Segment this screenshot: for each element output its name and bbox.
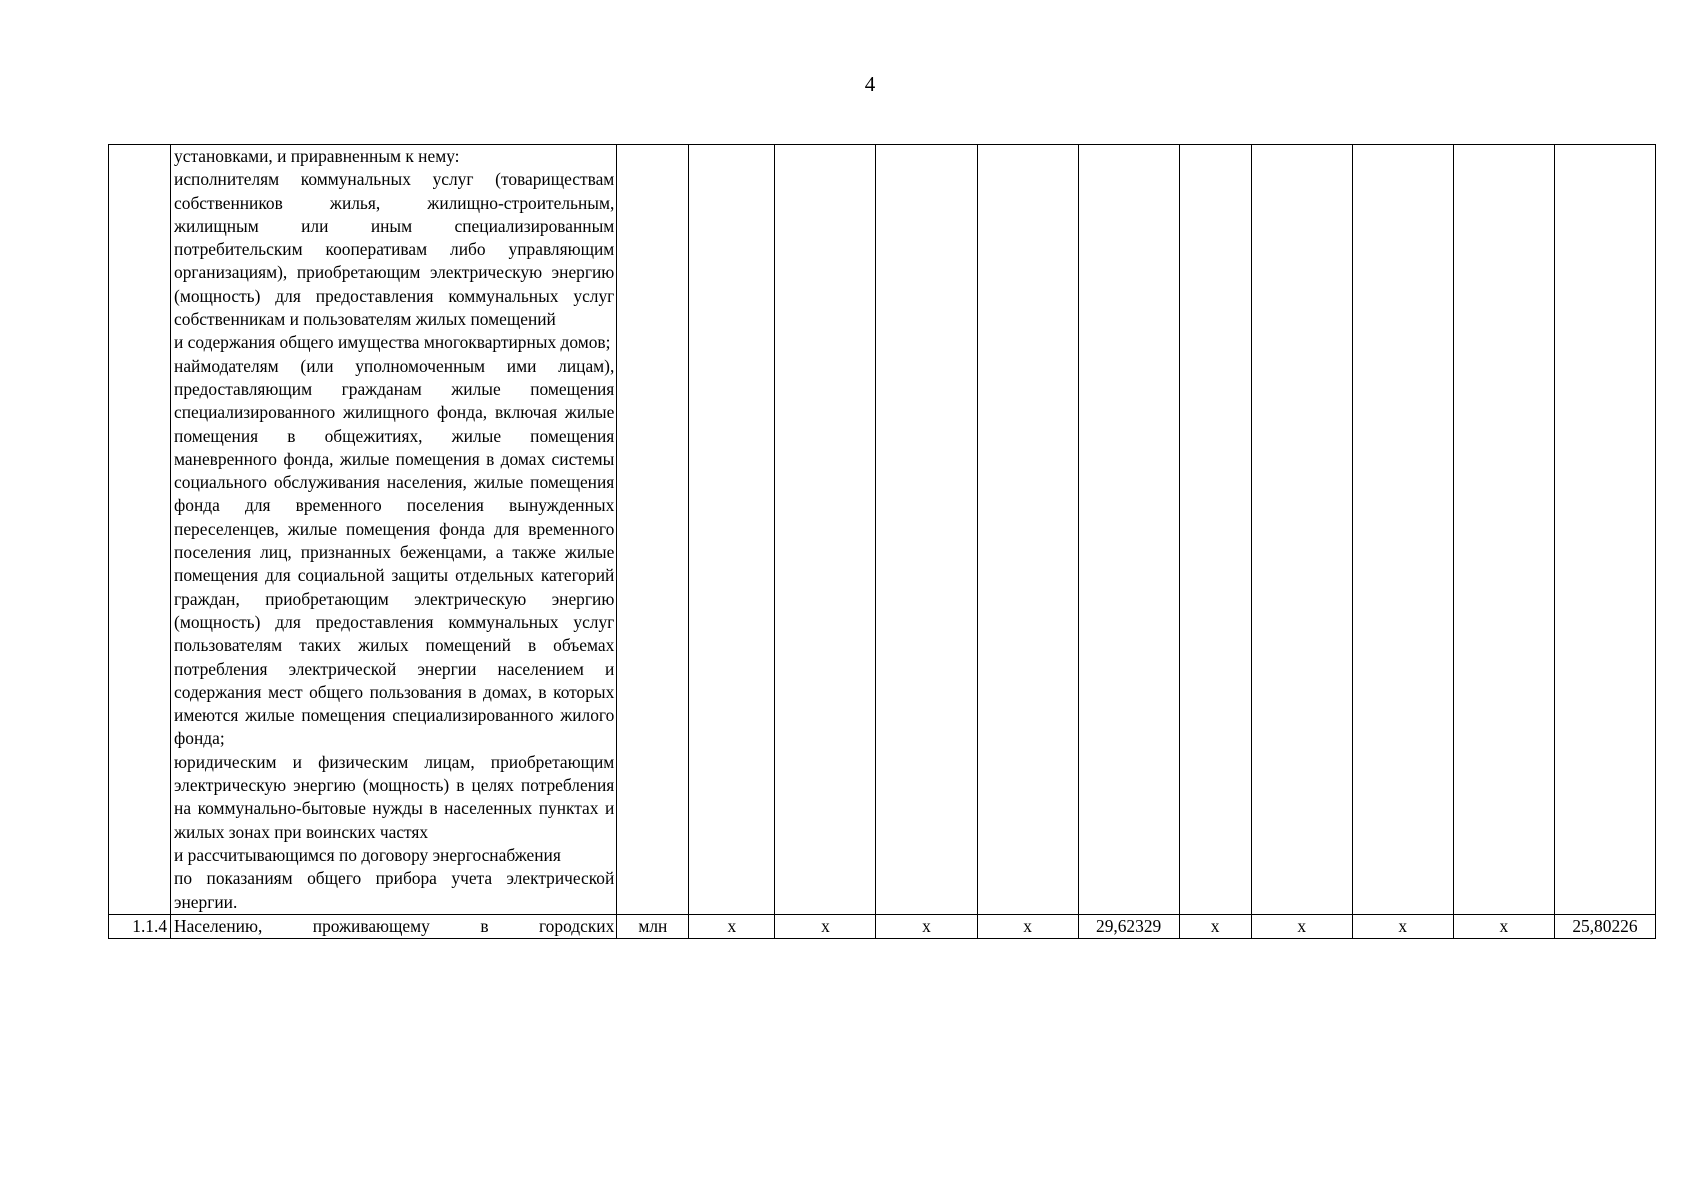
row-number-cell: 1.1.4 (109, 914, 171, 938)
value-cell-empty (1078, 145, 1179, 915)
table-row-continuation (109, 145, 1656, 915)
value-cell: x (977, 914, 1078, 938)
unit-cell-empty (617, 145, 689, 915)
description-word: проживающему (312, 915, 430, 936)
description-paragraph: и содержания общего имущества многоквартирных домов; (174, 332, 611, 353)
description-paragraph: юридическим и физическим лицам, приобретающим электрическую энергию (мощность) в целях потребления на коммунально-бытовые нужды в населенных пунктах и жилых зонах при воинских частях (174, 751, 615, 842)
description-word: Населению, (174, 915, 263, 936)
description-paragraph: и рассчитывающимся по договору энергоснабжения (174, 844, 561, 865)
description-paragraph: установками, и приравненным к нему: (174, 146, 460, 166)
value-cell-empty (1554, 145, 1655, 915)
value-cell: x (876, 914, 977, 938)
row-number-cell-empty (109, 145, 171, 915)
page-number: 4 (864, 72, 876, 96)
value-cell: x (1453, 914, 1554, 938)
description-cell (171, 145, 617, 915)
unit-cell: млн (617, 914, 689, 938)
value-cell: x (1179, 914, 1251, 938)
table-row-1-1-4 (109, 914, 1656, 938)
value-cell-empty (1352, 145, 1453, 915)
description-cell (171, 914, 617, 938)
description-paragraph: по показаниям общего прибора учета электрической энергии. (174, 868, 615, 912)
value-cell: x (1352, 914, 1453, 938)
value-cell: x (775, 914, 876, 938)
value-cell: 25,80226 (1554, 914, 1655, 938)
value-cell-empty (977, 145, 1078, 915)
value-cell-empty (876, 145, 977, 915)
tariff-table (108, 144, 1656, 939)
value-cell-empty (689, 145, 775, 915)
value-cell: 29,62329 (1078, 914, 1179, 938)
description-paragraph: исполнителям коммунальных услуг (товариществам собственников жилья, жилищно-строительным, жилищным или иным специализированным потребительским кооперативам либо управляющим организациям), приобретающим электрическую энергию (мощность) для предоставления коммунальных услуг собственникам и пользователям жилых помещений (174, 169, 615, 330)
value-cell-empty (1179, 145, 1251, 915)
value-cell-empty (1453, 145, 1554, 915)
description-word: в (480, 915, 489, 936)
value-cell-empty (1251, 145, 1352, 915)
value-cell: x (1251, 914, 1352, 938)
description-word: городских (538, 915, 615, 936)
description-paragraph: наймодателям (или уполномоченным ими лицам), предоставляющим гражданам жилые помещения специализированного жилищного фонда, включая жилые помещения в общежитиях, жилые помещения маневренного фонда, жилые помещения в домах системы социального обслуживания населения, жилые помещения фонда для временного поселения вынужденных переселенцев, жилые помещения фонда для временного поселения лиц, признанных беженцами, а также жилые помещения для социальной защиты отдельных категорий граждан, приобретающим электрическую энергию (мощность) для предоставления коммунальных услуг пользователям таких жилых помещений в объемах потребления электрической энергии населением и содержания мест общего пользования в домах, в которых имеются жилые помещения специализированного жилого фонда; (174, 355, 615, 749)
value-cell: x (689, 914, 775, 938)
value-cell-empty (775, 145, 876, 915)
